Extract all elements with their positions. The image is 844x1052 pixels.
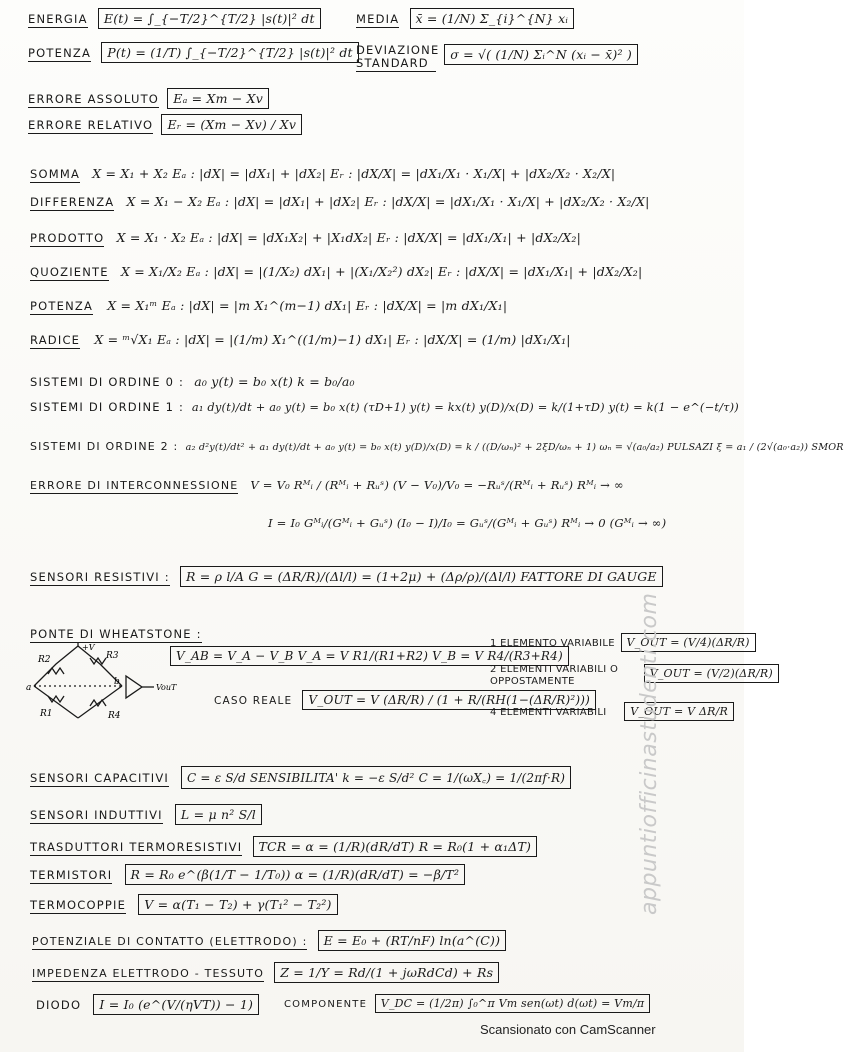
row-potenza-segnale: POTENZA P(t) = (1/T) ∫_{−T/2}^{T/2} |s(t)|² dt [28,42,359,63]
row-energia: ENERGIA E(t) = ∫_{−T/2}^{T/2} |s(t)|² dt [28,8,321,29]
label-v: +V [82,643,95,652]
label-r2: R2 [38,655,51,665]
row-wheatstone-reale: CASO REALE V_OUT = V (ΔR/R) / (1 + R/(RH(1−(ΔR/R)²))) [214,690,596,710]
row-differenza: DIFFERENZA X = X₁ − X₂ Eₐ : |dX| = |dX₁| + |dX₂| Eᵣ : |dX/X| = |dX₁/X₁ · X₁/X| + |dX₂/X₂ · X₂/X| [30,194,650,209]
row-termoresistivi: TRASDUTTORI TERMORESISTIVI TCR = α = (1/R)(dR/dT) R = R₀(1 + α₁ΔT) [30,836,537,857]
row-wheatstone-title: PONTE DI WHEATSTONE : [30,627,202,641]
row-interconnessione-corrente: I = I₀ Gᴹᵢ/(Gᴹᵢ + Gᵤˢ) (I₀ − I)/I₀ = Gᵤˢ/(Gᴹᵢ + Gᵤˢ) Rᴹᵢ → 0 (Gᴹᵢ → ∞) [268,516,667,530]
wheatstone-circuit-diagram [26,642,186,722]
row-interconnessione: ERRORE DI INTERCONNESSIONE V = V₀ Rᴹᵢ / (Rᴹᵢ + Rᵤˢ) (V − V₀)/V₀ = −Rᵤˢ/(Rᴹᵢ + Rᵤˢ) Rᴹᵢ → ∞ [30,478,624,492]
row-somma: SOMMA X = X₁ + X₂ Eₐ : |dX| = |dX₁| + |dX₂| Eᵣ : |dX/X| = |dX₁/X₁ · X₁/X| + |dX₂/X₂ · X₂/X| [30,166,616,181]
row-termocoppie: TERMOCOPPIE V = α(T₁ − T₂) + γ(T₁² − T₂²) [30,894,338,915]
scanner-caption: Scansionato con CamScanner [480,1022,656,1037]
row-elem1: 1 ELEMENTO VARIABILE V_OUT = (V/4)(ΔR/R) [490,633,756,652]
label-r3: R3 [106,651,119,661]
row-resistivi: SENSORI RESISTIVI : R = ρ l/A G = (ΔR/R)/(Δl/l) = (1+2μ) + (Δρ/ρ)/(Δl/l) FATTORE DI GAUGE [30,566,663,587]
row-media: MEDIA x̄ = (1/N) Σ_{i}^{N} xᵢ [356,8,574,29]
row-diodo: DIODO I = I₀ (e^(V/(ηVT)) − 1) [36,994,259,1015]
row-ordine0: SISTEMI DI ORDINE 0 : a₀ y(t) = b₀ x(t) k = b₀/a₀ [30,374,355,389]
label-a: a [26,683,32,693]
watermark: appuntiofficinastudenti.com [637,592,662,915]
label-r4: R4 [108,711,121,721]
row-contatto: POTENZIALE DI CONTATTO (ELETTRODO) : E = E₀ + (RT/nF) ln(a^(C)) [32,930,506,951]
row-ordine1: SISTEMI DI ORDINE 1 : a₁ dy(t)/dt + a₀ y(t) = b₀ x(t) (τD+1) y(t) = kx(t) y(D)/x(D) = k/(1+τD) y(t) = k(1 − e^(−t/τ)) [30,400,739,414]
row-prodotto: PRODOTTO X = X₁ · X₂ Eₐ : |dX| = |dX₁X₂| + |X₁dX₂| Eᵣ : |dX/X| = |dX₁/X₁| + |dX₂/X₂| [30,230,582,245]
row-componente: COMPONENTE V_DC = (1/2π) ∫₀^π Vm sen(ωt) d(ωt) = Vm/π [284,994,650,1013]
label-b: b [114,677,120,687]
row-impedenza: IMPEDENZA ELETTRODO - TESSUTO Z = 1/Y = Rd/(1 + jωRdCd) + Rs [32,962,499,983]
row-potenza: POTENZA X = X₁ᵐ Eₐ : |dX| = |m X₁^(m−1) dX₁| Eᵣ : |dX/X| = |m dX₁/X₁| [30,298,508,313]
row-radice: RADICE X = ᵐ√X₁ Eₐ : |dX| = |(1/m) X₁^((1/m)−1) dX₁| Eᵣ : |dX/X| = (1/m) |dX₁/X₁| [30,332,571,347]
spacer [214,740,434,741]
row-elem4: 4 ELEMENTI VARIABILI V_OUT = V ΔR/R [490,702,734,721]
row-wheatstone: V_AB = V_A − V_B V_A = V R1/(R1+R2) V_B = V R4/(R3+R4) [170,646,569,666]
row-errore-assoluto: ERRORE ASSOLUTO Eₐ = Xm − Xv [28,88,269,109]
row-ordine2: SISTEMI DI ORDINE 2 : a₂ d²y(t)/dt² + a₁ dy(t)/dt + a₀ y(t) = b₀ x(t) y(D)/x(D) = k / ((D/ωₙ)² + 2ξD/ωₙ + 1) ωₙ = √(a₀/a₂) PULSAZI ξ = a₁ / (2√(a₀·a₂)) SMOR [30,440,844,453]
row-termistori: TERMISTORI R = R₀ e^(β(1/T − 1/T₀)) α = (1/R)(dR/dT) = −β/T² [30,864,465,885]
row-errore-relativo: ERRORE RELATIVO Eᵣ = (Xm − Xv) / Xv [28,114,302,135]
row-induttivi: SENSORI INDUTTIVI L = μ n² S/l [30,804,262,825]
label-r1: R1 [40,709,53,719]
row-quoziente: QUOZIENTE X = X₁/X₂ Eₐ : |dX| = |(1/X₂) dX₁| + |(X₁/X₂²) dX₂| Eᵣ : |dX/X| = |dX₁/X₁| + |dX₂/X₂| [30,264,643,279]
row-deviazione: DEVIAZIONE STANDARD σ = √( (1/N) Σᵢ^N (xᵢ − x̄)² ) [356,44,638,72]
label-vout: VouT [156,683,177,692]
row-elem2: 2 ELEMENTI VARIABILI O OPPOSTAMENTE V_OUT = (V/2)(ΔR/R) [490,664,779,688]
row-capacitivi: SENSORI CAPACITIVI C = ε S/d SENSIBILITA' k = −ε S/d² C = 1/(ωX꜀) = 1/(2πf·R) [30,766,571,789]
